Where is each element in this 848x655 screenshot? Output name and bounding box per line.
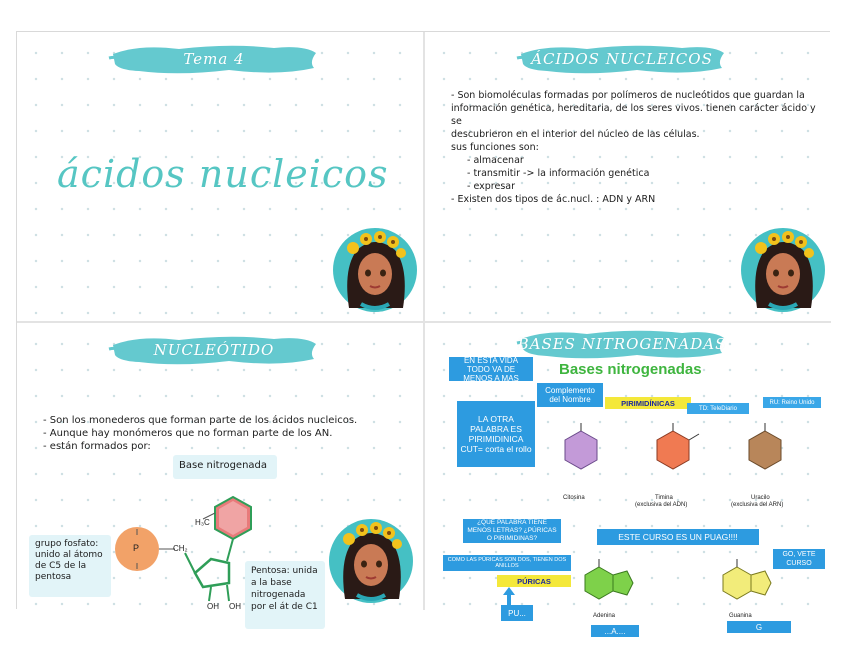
title-banner: [109, 331, 319, 369]
go-box: GO, VETE CURSO: [773, 549, 825, 569]
adenina-label: Adenina: [593, 613, 616, 619]
guanina-label: Guanina: [729, 613, 752, 619]
character-avatar: [333, 228, 417, 312]
banner-title: ÁCIDOS NUCLEICOS: [531, 50, 713, 68]
text-line: sus funciones son:: [451, 142, 539, 153]
arrow-up-icon: [503, 587, 515, 607]
text-line: - expresar: [467, 181, 515, 192]
slide-main-title: ácidos nucleicos: [57, 152, 389, 196]
girl-avatar-icon: [333, 228, 417, 312]
note-box-other-word: LA OTRA PALABRA ES PIRIMIDINICA CUT= corta el rollo: [457, 401, 535, 467]
character-avatar: [741, 228, 825, 312]
text-line: - Son biomoléculas formadas por polímeros de nucleótidos que guardan la: [451, 90, 805, 101]
slide-bases-nitrogenadas: [425, 323, 831, 636]
text-line: - Aunque hay monómeros que no forman parte de los AN.: [43, 428, 333, 439]
character-avatar: [329, 519, 413, 603]
text-line: - Existen dos tipos de ác.nucl. : ADN y ARN: [451, 194, 656, 205]
text-line: - transmitir -> la información genética: [467, 168, 650, 179]
text-line: - almacenar: [467, 155, 524, 166]
note-box-complement: Complemento del Nombre: [537, 383, 603, 407]
timina-note: (exclusiva del ADN): [635, 502, 688, 508]
bases-title: Bases nitrogenadas: [559, 361, 702, 378]
banner-title: NUCLEÓTIDO: [153, 341, 275, 359]
text-line: descubrieron en el interior del núcleo de las células.: [451, 129, 700, 140]
text-line: - Son los monederos que forman parte de los ácidos nucleicos.: [43, 415, 358, 426]
base-label-callout: Base nitrogenada: [173, 455, 277, 479]
phosphate-callout: grupo fosfato: unido al átomo de C5 de la pentosa: [29, 535, 111, 597]
pu-box: PU...: [501, 605, 533, 621]
question-box: ¿QUÉ PALABRA TIENE MENOS LETRAS? ¿PÚRICAS O PIRIMIDINAS?: [463, 519, 561, 543]
pentose-callout: Pentosa: unida a la base nitrogenada por el át de C1: [245, 561, 325, 629]
g-box: G: [727, 621, 791, 633]
banner-title: Tema 4: [183, 50, 245, 68]
ch2-label: CH₂: [173, 544, 188, 553]
slide-body-text: [451, 89, 821, 206]
slide-divider-horizontal: [17, 321, 831, 323]
tag-td: TD: TeleDiario: [687, 403, 749, 414]
slide-body-text: [43, 414, 383, 453]
rings-box: COMO LAS PÚRICAS SON DOS, TIENEN DOS ANILLOS: [443, 555, 571, 571]
girl-avatar-icon: [329, 519, 413, 603]
hydroxyl-label: OH: [207, 602, 219, 611]
phosphorus-label: P: [133, 543, 140, 553]
pirimidinicas-highlight: PIRIMIDÍNICAS: [605, 397, 691, 409]
text-line: información genética, hereditaria, de los seres vivos. tienen carácter ácido y se: [451, 103, 816, 127]
text-line: - están formados por:: [43, 441, 151, 452]
puricas-highlight: PÚRICAS: [497, 575, 571, 587]
banner-title: BASES NITROGENADAS: [517, 335, 727, 353]
slide-nucleotido: [17, 323, 423, 610]
uracilo-note: (exclusiva del ARN): [731, 502, 784, 508]
timina-label: Timina: [655, 495, 673, 501]
course-box: ESTE CURSO ES UN PUAG!!!!: [597, 529, 759, 545]
note-box-life: EN ESTA VIDA TODO VA DE MENOS A MAS: [449, 357, 533, 381]
slides-sheet: [16, 31, 830, 636]
uracilo-label: Uracilo: [751, 495, 770, 501]
a-box: ...A....: [591, 625, 639, 637]
tag-ru: RU: Reino Unido: [763, 397, 821, 408]
hydroxyl-label: OH: [229, 602, 241, 611]
methyl-label: H₃C: [195, 518, 210, 527]
purine-structures-icon: [575, 555, 805, 611]
slide-tema-4: [17, 32, 423, 321]
title-banner: [517, 325, 727, 363]
slide-acidos-nucleicos: [425, 32, 831, 321]
title-banner: [109, 40, 319, 78]
title-banner: [517, 40, 727, 78]
citosina-label: Citosina: [563, 495, 585, 501]
pyrimidine-structures-icon: [551, 417, 813, 499]
girl-avatar-icon: [741, 228, 825, 312]
